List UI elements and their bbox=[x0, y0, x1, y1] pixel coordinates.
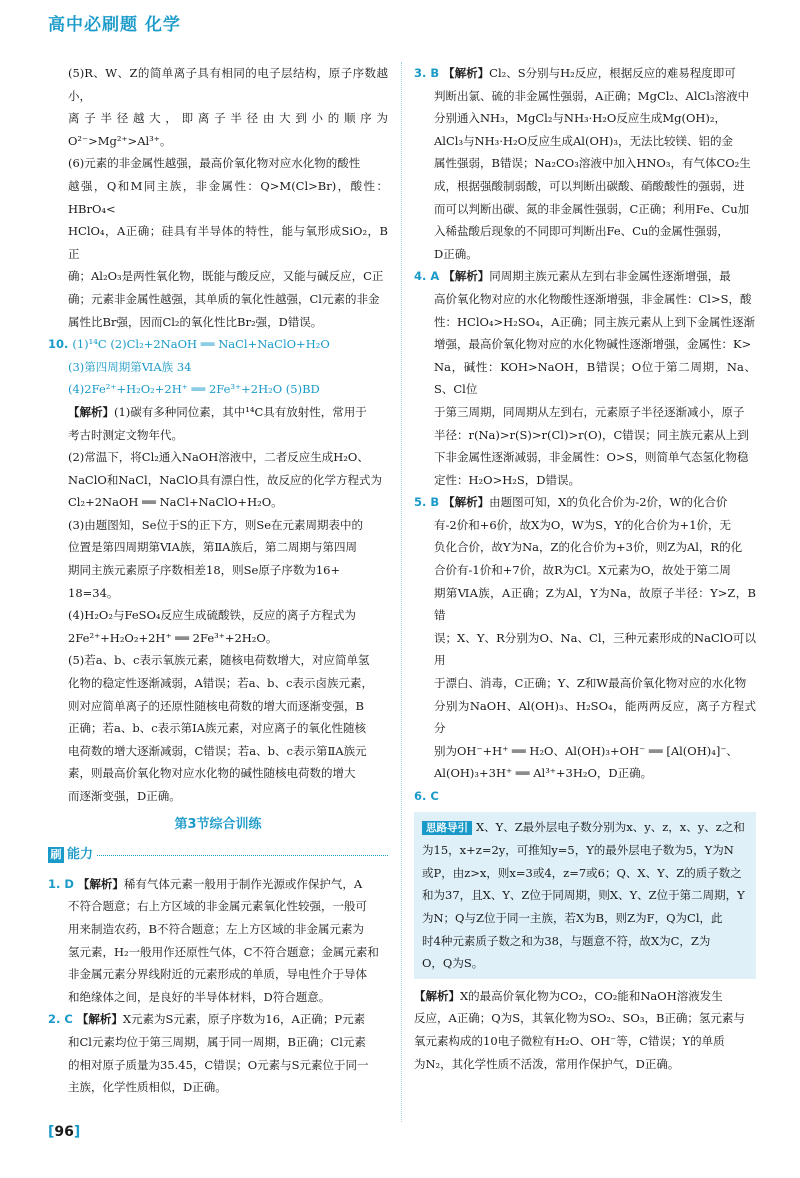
q10-number: 10. bbox=[48, 337, 69, 352]
q6-text: 反应，A正确；Q为S，其氧化物为SO₂、SO₃，B正确；氢元素与 bbox=[414, 1011, 745, 1026]
ability-badge: 刷 bbox=[48, 847, 64, 863]
q10-text: (3)由题图知，Se位于S的正下方，则Se在元素周期表中的 bbox=[68, 517, 364, 532]
hint-line: 为15，x+z=2y，可推知y=5，Y的最外层电子数为5，Y为N bbox=[422, 843, 734, 858]
q10-text: (1)碳有多种同位素，其中¹⁴C具有放射性，常用于 bbox=[114, 404, 367, 419]
q9-part6-text: 确；Al₂O₃是两性氧化物，既能与酸反应，又能与碱反应，C正 bbox=[68, 269, 384, 284]
q3-text: 而可以判断出碳、氮的非金属性强弱，C正确；利用Fe、Cu加 bbox=[434, 201, 750, 216]
analysis-tag: 【解析】 bbox=[76, 1012, 123, 1027]
q10-answer bbox=[48, 333, 388, 356]
q9-part6-text: HClO₄，A正确；硅具有半导体的特性，能与氧形成SiO₂，B正 bbox=[68, 224, 388, 261]
q5-number: 5. B bbox=[414, 495, 440, 510]
q4-text: 于第三周期，同周期从左到右，元素原子半径逐渐减小，原子 bbox=[434, 404, 745, 419]
q3-number: 3. B bbox=[414, 66, 440, 80]
bracket-left-icon: [ bbox=[48, 1124, 55, 1140]
q10-text: (4)H₂O₂与FeSO₄反应生成硫酸铁，反应的离子方程式为 bbox=[68, 608, 357, 623]
q3-text: 成，根据强酸制弱酸，可以判断出碳酸、硝酸酸性的强弱，进 bbox=[434, 178, 745, 193]
q10-text: Cl₂+2NaOH ══ NaCl+NaClO+H₂O。 bbox=[68, 495, 283, 510]
hint-text bbox=[422, 816, 748, 840]
q4-text: 性：HClO₄>H₂SO₄，A正确；同主族元素从上到下金属性逐渐 bbox=[434, 314, 756, 329]
q2-analysis bbox=[48, 1008, 388, 1031]
q3-text: 判断出氯、硫的非金属性强弱，A正确；MgCl₂、AlCl₃溶液中 bbox=[434, 88, 750, 103]
section-title: 第3节综合训练 bbox=[174, 816, 262, 832]
analysis-tag: 【解析】 bbox=[443, 495, 490, 510]
q3-analysis bbox=[414, 62, 756, 85]
q9-part5-text: (5)R、W、Z的简单离子具有相同的电子层结构，原子序数越小， bbox=[68, 66, 388, 103]
hint-tag: 思路导引 bbox=[422, 821, 472, 835]
page-number-value: 96 bbox=[54, 1124, 74, 1140]
hint-line: 或P，由z>x，则x=3或4，z=7或6；Q、X、Y、Z的质子数之 bbox=[422, 865, 742, 880]
analysis-tag: 【解析】 bbox=[77, 876, 124, 891]
ability-banner bbox=[48, 844, 388, 867]
q10-text: (5)若a、b、c表示氧族元素，随核电荷数增大，对应简单氢 bbox=[68, 653, 370, 668]
q9-part6-text: 越强，Q和M同主族，非金属性：Q>M(Cl>Br)，酸性：HBrO₄< bbox=[68, 178, 388, 216]
q5-text: 负化合价，故Y为Na，Z的化合价为+3价，则Z为Al，R的化 bbox=[434, 540, 743, 555]
q3-text: Cl₂、S分别与H₂反应，根据反应的难易程度即可 bbox=[489, 66, 736, 80]
q3-text: AlCl₃与NH₃·H₂O反应生成Al(OH)₃，无法比较镁、铝的金 bbox=[434, 133, 734, 148]
q3-text: D正确。 bbox=[434, 246, 478, 261]
hint-line: O，Q为S。 bbox=[422, 956, 484, 971]
q1-text: 不符合题意；右上方区域的非金属元素氧化性较强，一般可 bbox=[68, 899, 367, 914]
q2-number: 2. C bbox=[48, 1012, 73, 1027]
q10-text: 电荷数的增大逐渐减弱，C错误；若a、b、c表示第ⅡA族元 bbox=[68, 743, 367, 758]
q1-text: 非金属元素分界线附近的元素形成的单质，导电性介于导体 bbox=[68, 967, 367, 982]
q10-text: 考古时测定文物年代。 bbox=[68, 427, 183, 442]
q1-text: 稀有气体元素一般用于制作光源或作保护气，A bbox=[123, 876, 363, 891]
q10-text: 期同主族元素原子序数相差18，则Se原子序数为16+ bbox=[68, 563, 341, 578]
hint-line: X、Y、Z最外层电子数分别为x、y、z，x、y、z之和 bbox=[476, 819, 745, 834]
q9-part5-text: 离子半径越大，即离子半径由大到小的顺序为 O²⁻>Mg²⁺>Al³⁺。 bbox=[68, 111, 388, 148]
q4-text: 定性：H₂O>H₂S，D错误。 bbox=[434, 472, 580, 487]
q10-answer-1: (1)¹⁴C (2)Cl₂+2NaOH ══ NaCl+NaClO+H₂O bbox=[72, 337, 330, 352]
q4-analysis bbox=[414, 265, 756, 288]
book-header: 高中必刷题 化学 bbox=[48, 15, 181, 35]
q3-text: 入稀盐酸后现象的不同即可判断出Fe、Cu的金属性强弱， bbox=[434, 224, 729, 239]
q5-text: 期第ⅥA族，A正确；Z为Al，Y为Na，故原子半径：Y>Z，B错 bbox=[434, 585, 756, 623]
q5-text: 误；X、Y、R分别为O、Na、Cl，三种元素形成的NaClO可以用 bbox=[434, 630, 756, 668]
hint-line: 时4种元素质子数之和为38，与题意不符，故X为C，Z为 bbox=[422, 933, 711, 948]
q5-text: 有-2价和+6价，故X为O，W为S，Y的化合价为+1价，无 bbox=[434, 517, 732, 532]
q4-text: 下非金属性逐渐减弱，非金属性：O>S，则简单气态氢化物稳 bbox=[434, 450, 749, 465]
q5-analysis bbox=[414, 491, 756, 514]
q10-answer-3: (4)2Fe²⁺+H₂O₂+2H⁺ ══ 2Fe³⁺+2H₂O (5)BD bbox=[68, 382, 320, 397]
q4-text: Na，碱性：KOH>NaOH，B错误；O位于第二周期，Na、S、Cl位 bbox=[434, 359, 756, 397]
q10-text: 2Fe²⁺+H₂O₂+2H⁺ ══ 2Fe³⁺+2H₂O。 bbox=[68, 630, 278, 645]
q2-text: 主族，化学性质相似，D正确。 bbox=[68, 1080, 227, 1095]
q6-answer bbox=[414, 785, 756, 808]
column-divider bbox=[401, 62, 402, 1122]
q4-number: 4. A bbox=[414, 269, 440, 284]
q5-text: 别为OH⁻+H⁺ ══ H₂O、Al(OH)₃+OH⁻ ══ [Al(OH)₄]⁻、 bbox=[434, 743, 738, 758]
q10-answer-2: (3)第四周期第ⅥA族 34 bbox=[68, 359, 192, 374]
q5-text: 合价有-1价和+7价，故R为Cl。X元素为O，故处于第二周 bbox=[434, 563, 731, 578]
q4-text: 同周期主族元素从左到右非金属性逐渐增强，最 bbox=[489, 269, 731, 284]
hint-line: 为N；Q与Z位于同一主族，若X为B，则Z为F，Q为Cl，此 bbox=[422, 910, 723, 925]
bracket-right-icon: ] bbox=[73, 1124, 81, 1140]
q5-text: Al(OH)₃+3H⁺ ══ Al³⁺+3H₂O，D正确。 bbox=[434, 766, 653, 781]
q10-text: 化物的稳定性逐渐减弱，A错误；若a、b、c表示卤族元素， bbox=[68, 676, 373, 691]
q5-text: 由题图可知，X的负化合价为-2价，W的化合价 bbox=[489, 495, 728, 510]
q10-text: 正确；若a、b、c表示第ⅠA族元素，对应离子的氧化性随核 bbox=[68, 721, 367, 736]
hint-box bbox=[414, 812, 756, 979]
q4-text: 增强，最高价氧化物对应的水化物碱性逐渐增强，金属性：K> bbox=[434, 337, 752, 352]
q2-text: X元素为S元素，原子序数为16，A正确；P元素 bbox=[122, 1012, 366, 1027]
ability-dotted-line bbox=[97, 854, 388, 856]
q10-text: NaClO和NaCl，NaClO具有漂白性，故反应的化学方程式为 bbox=[68, 472, 383, 487]
q10-text: 位置是第四周期第ⅥA族，第ⅡA族后，第二周期与第四周 bbox=[68, 540, 357, 555]
q6-number: 6. C bbox=[414, 789, 439, 803]
q9-part6-text: (6)元素的非金属性越强，最高价氧化物对应水化物的酸性 bbox=[68, 156, 361, 171]
q9-part6-text: 属性比Br强，因而Cl₂的氧化性比Br₂强，D错误。 bbox=[68, 314, 323, 329]
q1-analysis bbox=[48, 873, 388, 896]
q3-text: 分别通入NH₃，MgCl₂与NH₃·H₂O反应生成Mg(OH)₂， bbox=[434, 111, 727, 126]
q2-text: 的相对原子质量为35.45，C错误；O元素与S元素位于同一 bbox=[68, 1057, 369, 1072]
q10-text: 18=34。 bbox=[68, 585, 119, 600]
ability-label: 能力 bbox=[67, 847, 94, 863]
q10-text: 则对应简单离子的还原性随核电荷数的增大而逐渐变强，B bbox=[68, 698, 364, 713]
q4-text: 半径：r(Na)>r(S)>r(Cl)>r(O)，C错误；同主族元素从上到 bbox=[434, 427, 749, 442]
q5-text: 于漂白、消毒，C正确；Y、Z和W最高价氧化物对应的水化物 bbox=[434, 676, 747, 691]
q2-text: 和Cl元素均位于第三周期，属于同一周期，B正确；Cl元素 bbox=[68, 1034, 366, 1049]
left-column bbox=[48, 62, 388, 1099]
q4-text: 高价氧化物对应的水化物酸性逐渐增强，非金属性：Cl>S，酸 bbox=[434, 291, 752, 306]
right-column bbox=[414, 62, 756, 1075]
hint-line: 和为37，且X、Y、Z位于同周期，则X、Y、Z位于第二周期，Y bbox=[422, 888, 745, 903]
analysis-tag: 【解析】 bbox=[414, 988, 460, 1003]
q1-text: 和绝缘体之间，是良好的半导体材料，D符合题意。 bbox=[68, 989, 331, 1004]
q10-analysis bbox=[48, 401, 388, 424]
q6-analysis bbox=[414, 985, 756, 1008]
q5-text: 分别为NaOH、Al(OH)₃、H₂SO₄，能两两反应，离子方程式分 bbox=[434, 698, 756, 736]
q1-text: 氢元素，H₂一般用作还原性气体，C不符合题意；金属元素和 bbox=[68, 944, 379, 959]
analysis-tag: 【解析】 bbox=[443, 66, 490, 80]
q6-text: 氧元素构成的10电子微粒有H₂O、OH⁻等，C错误；Y的单质 bbox=[414, 1033, 725, 1048]
q3-text: 属性强弱，B错误；Na₂CO₃溶液中加入HNO₃，有气体CO₂生 bbox=[434, 156, 751, 171]
q10-text: 素，则最高价氧化物对应水化物的碱性随核电荷数的增大 bbox=[68, 766, 356, 781]
page-number bbox=[48, 1124, 80, 1140]
analysis-tag: 【解析】 bbox=[443, 269, 490, 284]
q9-part6-text: 确；元素非金属性越强，其单质的氧化性越强，Cl元素的非金 bbox=[68, 291, 380, 306]
q1-number: 1. D bbox=[48, 876, 74, 891]
analysis-tag: 【解析】 bbox=[68, 404, 114, 419]
q1-text: 用来制造农药，B不符合题意；左上方区域的非金属元素为 bbox=[68, 921, 364, 936]
q6-text: 为N₂，其化学性质不活泼，常用作保护气，D正确。 bbox=[414, 1056, 680, 1071]
q10-text: (2)常温下，将Cl₂通入NaOH溶液中，二者反应生成H₂O、 bbox=[68, 450, 369, 465]
q10-text: 而逐渐变强，D正确。 bbox=[68, 789, 181, 803]
q6-text: X的最高价氧化物为CO₂，CO₂能和NaOH溶液发生 bbox=[460, 988, 723, 1003]
